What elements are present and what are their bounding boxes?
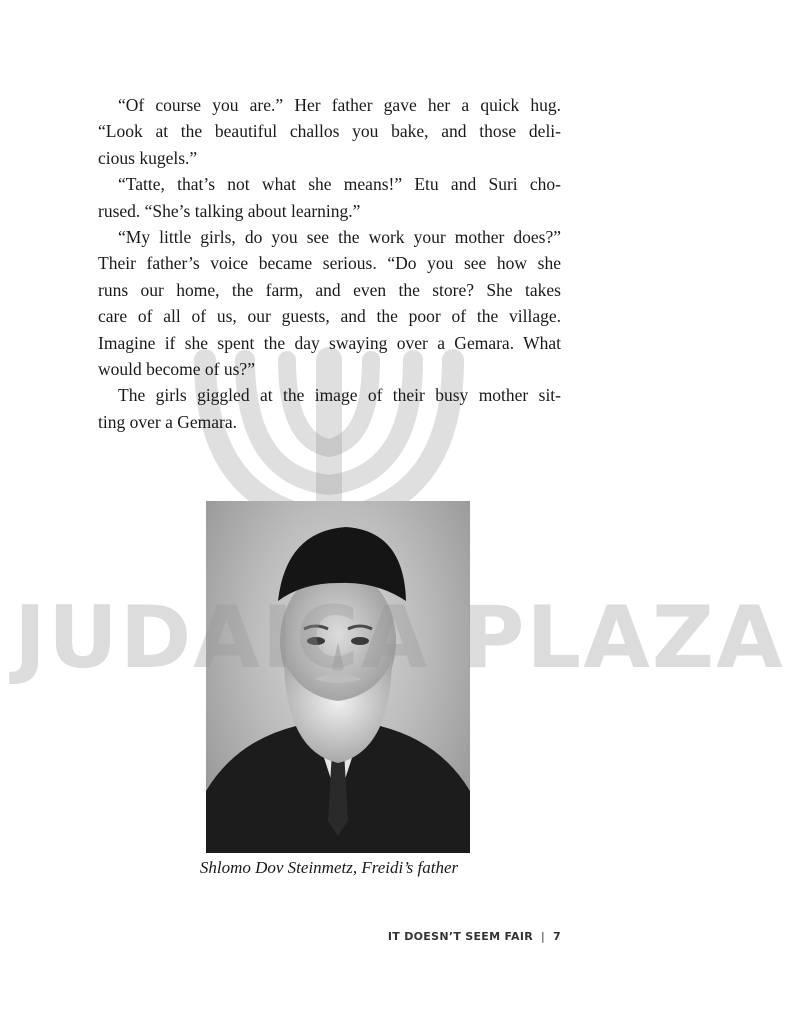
paragraph-1 [98, 92, 561, 171]
text-line: Imagine if she spent the day swaying over a Gemara. What [98, 332, 561, 353]
text-line: The girls giggled at the image of their busy mother sit- [118, 385, 561, 406]
text-line: ting over a Gemara. [98, 411, 237, 432]
text-line: “Look at the beautiful challos you bake, and those deli- [98, 121, 561, 142]
photo-caption: Shlomo Dov Steinmetz, Freidi’s father [199, 858, 459, 877]
page-footer [388, 930, 561, 943]
text-line: “My little girls, do you see the work your mother does?” [118, 227, 561, 248]
watermark-text: JUDAICA PLAZA [14, 588, 785, 688]
footer-separator: | [541, 930, 546, 943]
text-line: Their father’s voice became serious. “Do you see how she [98, 253, 561, 274]
text-line: rused. “She’s talking about learning.” [98, 200, 361, 221]
body-text [98, 92, 561, 435]
text-line: cious kugels.” [98, 147, 198, 168]
text-line: runs our home, the farm, and even the store? She takes [98, 279, 561, 300]
text-line: would become of us?” [98, 359, 255, 380]
portrait-image [206, 501, 470, 853]
portrait-photo [206, 501, 470, 853]
text-line: care of all of us, our guests, and the poor of the village. [98, 306, 561, 327]
page-number: 7 [553, 930, 561, 943]
paragraph-2 [98, 171, 561, 224]
paragraph-4 [98, 382, 561, 435]
text-line: “Tatte, that’s not what she means!” Etu and Suri cho- [118, 174, 561, 195]
running-title: IT DOESN’T SEEM FAIR [387, 930, 534, 943]
paragraph-3 [98, 224, 561, 382]
text-line: “Of course you are.” Her father gave her a quick hug. [118, 95, 561, 115]
